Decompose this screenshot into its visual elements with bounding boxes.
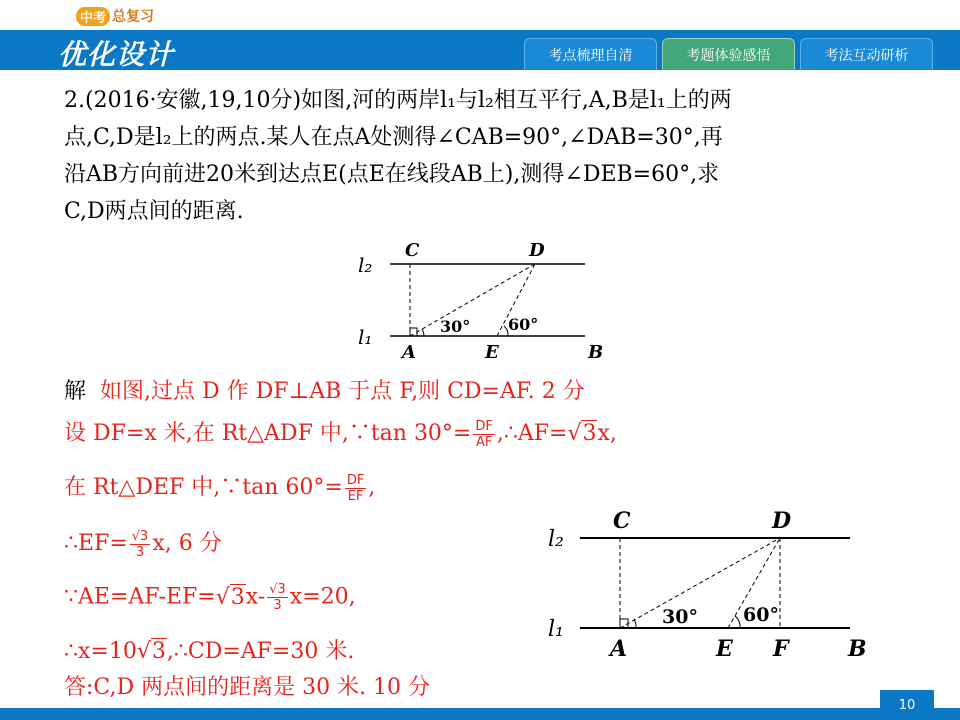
brand-subtitle-text: 总复习 xyxy=(112,9,155,25)
label-E: E xyxy=(716,636,733,662)
solution-text: 如图,过点 D 作 DF⊥AB 于点 F,则 CD=AF. 2 分 xyxy=(100,379,585,404)
page-number: 10 xyxy=(880,690,934,720)
solution-line-6 xyxy=(64,634,354,665)
fraction: $\frac{DF}{AF}$ xyxy=(475,418,493,450)
solution-text: x- xyxy=(245,584,266,610)
angle-60: 60° xyxy=(743,604,779,626)
tab-knowledge-review[interactable]: 考点梳理自清 xyxy=(524,38,657,70)
label-B: B xyxy=(588,342,604,363)
label-A: A xyxy=(402,342,416,363)
label-C: C xyxy=(405,240,420,261)
solution-text: ,∴AF= xyxy=(496,421,568,446)
tab-exam-experience[interactable]: 考题体验感悟 xyxy=(662,38,795,70)
brand-badge: 中考 xyxy=(76,7,110,26)
angle-30: 30° xyxy=(440,317,471,336)
solution-line-7: 答:C,D 两点间的距离是 30 米. 10 分 xyxy=(64,675,431,700)
label-B: B xyxy=(848,636,867,662)
solution-text: x=20, xyxy=(289,584,356,610)
problem-line: 2.(2016·安徽,19,10分)如图,河的两岸l₁与l₂相互平行,A,B是l₁上的两 xyxy=(64,88,732,113)
fraction: $\frac{DF}{EF}$ xyxy=(346,472,365,504)
label-E: E xyxy=(485,342,499,363)
solution-text: 设 DF=x 米,在 Rt△ADF 中,∵tan 30°= xyxy=(64,421,472,446)
solution-text: , xyxy=(368,475,376,500)
solution-text: ∵AE=AF-EF= xyxy=(64,584,216,610)
solution-line-2 xyxy=(64,416,617,450)
solution-text: ,∴CD=AF=30 米. xyxy=(166,639,355,664)
label-D: D xyxy=(772,508,792,534)
angle-60: 60° xyxy=(508,315,539,334)
label-l2: l₂ xyxy=(548,527,564,552)
solution-line-1 xyxy=(64,374,585,405)
label-D: D xyxy=(529,240,545,261)
problem-line: 沿AB方向前进20米到达点E(点E在线段AB上),测得∠DEB=60°,求 xyxy=(64,162,720,187)
solution-heading: 解 xyxy=(64,379,87,404)
solution-text: ∴x=10 xyxy=(64,639,137,664)
label-F: F xyxy=(773,636,789,662)
label-l1: l₁ xyxy=(548,617,564,642)
label-l2: l₂ xyxy=(358,253,373,277)
problem-line: C,D两点间的距离. xyxy=(64,199,244,224)
label-A: A xyxy=(610,636,628,662)
sqrt: √3 xyxy=(136,639,166,664)
sqrt: √3 xyxy=(567,421,597,446)
solution-text: 在 Rt△DEF 中,∵tan 60°= xyxy=(64,475,343,500)
solution-line-5 xyxy=(64,582,356,613)
solution-text: x, xyxy=(597,421,617,446)
problem-text xyxy=(64,82,904,230)
figure-problem-diagram xyxy=(340,236,604,364)
solution-text: ∴EF= xyxy=(64,531,128,556)
fraction: $\frac{√3}{3}$ xyxy=(131,528,149,560)
brand-logo: 优化设计 xyxy=(58,38,175,71)
footer-bar xyxy=(0,708,960,720)
solution-line-4 xyxy=(64,526,222,560)
fraction: $\frac{√3}{3}$ xyxy=(269,582,286,613)
solution-line-3 xyxy=(64,470,375,504)
label-C: C xyxy=(613,508,631,534)
label-l1: l₁ xyxy=(358,325,373,349)
tab-method-analysis[interactable]: 考法互动研析 xyxy=(800,38,933,70)
figure-solution-diagram xyxy=(540,500,880,665)
problem-line: 点,C,D是l₂上的两点.某人在点A处测得∠CAB=90°,∠DAB=30°,再 xyxy=(64,125,723,150)
sqrt: √3 xyxy=(215,584,245,610)
angle-30: 30° xyxy=(662,606,698,628)
solution-text: x, 6 分 xyxy=(152,531,222,556)
brand-subtitle xyxy=(76,6,154,26)
